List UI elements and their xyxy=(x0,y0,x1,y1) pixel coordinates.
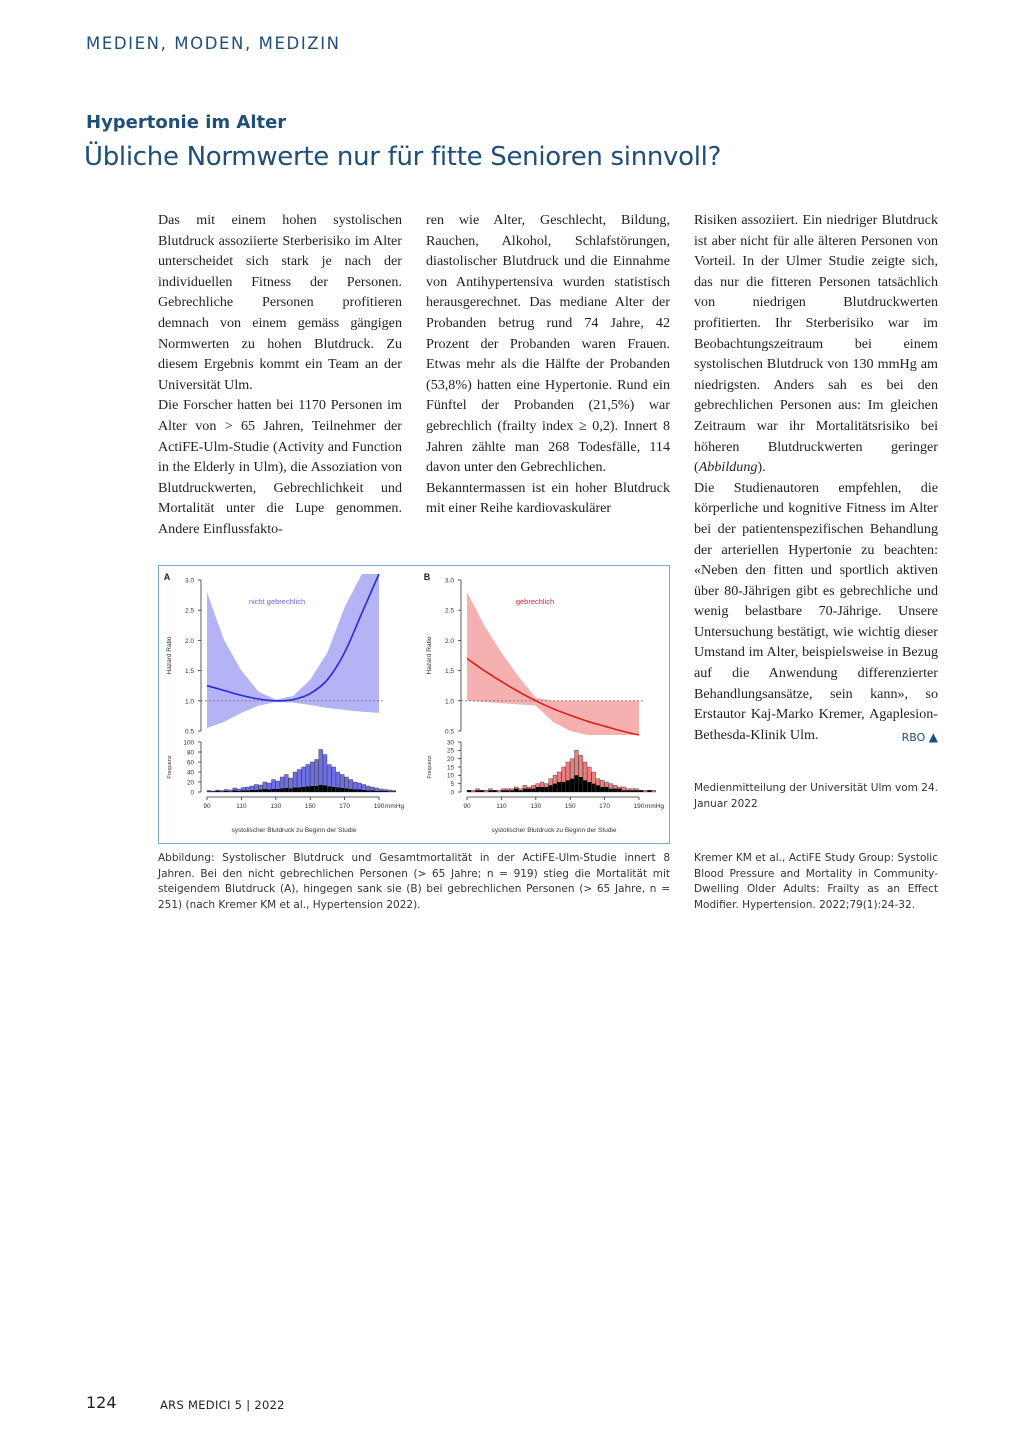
histogram-death-bar xyxy=(570,779,574,792)
histogram-death-bar xyxy=(353,790,357,793)
histogram-death-bar xyxy=(383,791,387,792)
histogram-death-bar xyxy=(358,790,362,793)
author-signature: RBO ▲ xyxy=(901,729,938,744)
histogram-death-bar xyxy=(600,787,604,792)
histogram-death-bar xyxy=(501,790,505,792)
histogram-death-bar xyxy=(216,791,220,792)
chart-title: gebrechlich xyxy=(515,597,555,606)
y-tick-label: 2.5 xyxy=(444,607,454,615)
histogram-death-bar xyxy=(297,788,301,793)
histogram-bar xyxy=(643,790,647,792)
hist-y-tick-label: 20 xyxy=(446,755,454,763)
page-number: 124 xyxy=(86,1393,117,1412)
histogram-death-bar xyxy=(224,791,228,792)
histogram-death-bar xyxy=(549,785,553,792)
x-tick-label: 170 xyxy=(599,803,611,810)
histogram-death-bar xyxy=(293,788,297,793)
histogram-death-bar xyxy=(493,790,497,792)
histogram-death-bar xyxy=(237,791,241,792)
histogram-death-bar xyxy=(514,789,518,792)
histogram-death-bar xyxy=(506,790,510,792)
journal-name: ARS MEDICI 5 | 2022 xyxy=(160,1398,285,1412)
histogram-death-bar xyxy=(332,787,336,792)
histogram-death-bar xyxy=(392,792,396,793)
histogram-death-bar xyxy=(276,789,280,792)
y-tick-label: 1.0 xyxy=(444,698,454,706)
x-axis-label: systolischer Blutdruck zu Beginn der Studie xyxy=(231,827,357,834)
x-tick-label: 90 xyxy=(203,803,211,810)
histogram-death-bar xyxy=(553,784,557,792)
histogram-death-bar xyxy=(310,786,314,792)
histogram-death-bar xyxy=(476,790,480,792)
histogram-death-bar xyxy=(540,787,544,792)
x-tick-label: 130 xyxy=(270,803,282,810)
text-column-3 xyxy=(694,210,938,748)
panel-label: B xyxy=(423,572,431,582)
histogram-death-bar xyxy=(263,789,267,792)
histogram-death-bar xyxy=(340,788,344,792)
text-column-2 xyxy=(426,210,670,519)
histogram-death-bar xyxy=(375,791,379,792)
panel-label: A xyxy=(163,572,171,582)
hist-y-tick-label: 5 xyxy=(450,780,454,788)
histogram-death-bar xyxy=(272,789,276,792)
histogram-death-bar xyxy=(622,790,626,792)
histogram-death-bar xyxy=(626,790,630,792)
x-tick-label: 190 xyxy=(373,803,385,810)
histogram-death-bar xyxy=(613,789,617,792)
histogram-death-bar xyxy=(618,789,622,792)
triangle-icon: ▲ xyxy=(928,729,938,744)
histogram-death-bar xyxy=(587,782,591,792)
hist-y-axis-label: Frequenz xyxy=(427,755,433,779)
source-note-1: Medienmitteilung der Universität Ulm vom 24. Januar 2022 xyxy=(694,782,938,810)
histogram-death-bar xyxy=(605,787,609,792)
histogram-death-bar xyxy=(544,787,548,792)
hist-y-axis-label: Frequenz xyxy=(167,755,173,779)
histogram-death-bar xyxy=(630,790,634,792)
histogram-bar xyxy=(497,790,501,792)
section-label: MEDIEN, MODEN, MEDIZIN xyxy=(86,34,341,53)
histogram-death-bar xyxy=(489,790,493,792)
source-note-2: Kremer KM et al., ActiFE Study Group: Systolic Blood Pressure and Mortality in Community-Dwelling Older Adults: Frailty as an Effect Modifier. Hypertension. 2022;79(1):24-32. xyxy=(694,852,938,911)
article-kicker: Hypertonie im Alter xyxy=(86,112,287,133)
histogram-death-bar xyxy=(336,788,340,793)
histogram-death-bar xyxy=(323,786,327,793)
histogram-death-bar xyxy=(557,782,561,792)
paragraph: ren wie Alter, Geschlecht, Bildung, Rauchen, Alkohol, Schlafstörungen, diastolischer Blutdruck und die Einnahme von Antihypertensiva wurden statistisch herausgerechnet. Das mediane Alter der Probanden betrug rund 74 Jahre, 42 Prozent der Probanden waren Frauen. Etwas mehr als die Hälfte der Probanden (53,8%) hatten eine Hypertonie. Rund ein Fünftel der Probanden (21,5%) war gebrechlich (frailty index ≥ 0,2). Innert 8 Jahren zählte man 268 Todesfälle, 114 davon unter den Gebrechlichen. xyxy=(426,212,670,476)
hist-y-tick-label: 15 xyxy=(446,764,454,772)
hist-y-tick-label: 0 xyxy=(190,789,194,797)
histogram-death-bar xyxy=(233,791,237,793)
x-unit-label: mmHg xyxy=(385,803,405,810)
hist-y-tick-label: 10 xyxy=(446,772,454,780)
histogram-death-bar xyxy=(349,789,353,792)
histogram-death-bar xyxy=(241,791,245,793)
histogram-death-bar xyxy=(523,789,527,792)
histogram-death-bar xyxy=(575,775,579,792)
paragraph: Das mit einem hohen systolischen Blutdruck assoziierte Sterberisiko im Alter unterscheidet sich stark je nach der individuellen Fitness der Personen. Gebrechliche Personen profitieren demnach von einem gemäss gängigen Normwerten zu hohen Blutdruck. Zu diesem Ergebnis kommt ein Team an der Universität Ulm. xyxy=(158,212,402,393)
y-tick-label: 0.5 xyxy=(184,728,194,736)
histogram-death-bar xyxy=(510,790,514,792)
hist-y-tick-label: 20 xyxy=(186,779,194,787)
histogram-death-bar xyxy=(306,787,310,793)
y-tick-label: 3.0 xyxy=(444,577,454,585)
histogram-death-bar xyxy=(345,789,349,793)
histogram-death-bar xyxy=(519,790,523,792)
x-tick-label: 90 xyxy=(463,803,471,810)
hist-y-tick-label: 60 xyxy=(186,759,194,767)
histogram-death-bar xyxy=(635,790,639,792)
text-column-1 xyxy=(158,210,402,540)
histogram-death-bar xyxy=(566,780,570,792)
article-title: Übliche Normwerte nur für fitte Senioren sinnvoll? xyxy=(84,142,722,172)
histogram-death-bar xyxy=(284,788,288,792)
hist-y-tick-label: 0 xyxy=(450,789,454,797)
histogram-death-bar xyxy=(379,791,383,792)
histogram-death-bar xyxy=(480,790,484,792)
hist-y-tick-label: 30 xyxy=(446,739,454,747)
histogram-death-bar xyxy=(327,787,331,793)
y-tick-label: 2.0 xyxy=(444,637,454,645)
histogram-death-bar xyxy=(366,791,370,793)
histogram-death-bar xyxy=(579,777,583,792)
histogram-death-bar xyxy=(280,789,284,793)
y-tick-label: 2.0 xyxy=(184,637,194,645)
histogram-death-bar xyxy=(609,789,613,792)
histogram-death-bar xyxy=(362,790,366,792)
paragraph: Die Forscher hatten bei 1170 Personen im Alter von > 65 Jahren, Teilnehmer der ActiFE-Ulm-Studie (Activity and Function in the Elderly in Ulm), die Assoziation von Blutdruckwerten, Gebrechlichkeit und Mortalität unter die Lupe genommen. Andere Einflussfakto- xyxy=(158,397,402,537)
histogram-death-bar xyxy=(250,790,254,792)
x-tick-label: 110 xyxy=(496,803,507,810)
histogram-death-bar xyxy=(592,784,596,792)
chart-title: nicht gebrechlich xyxy=(248,597,306,606)
paragraph: Risiken assoziiert. Ein niedriger Blutdruck ist aber nicht für alle älteren Personen von Vorteil. In der Ulmer Studie zeigte sich, das nur die fitteren Personen tatsächlich von niedrigen Blutdruckwerten profitierten. Ihr Sterberisiko war im Beobachtungszeitraum bei einem systolischen Blutdruck von 130 mmHg am niedrigsten. Anders sah es bei den gebrechlichen Personen aus: Im gleichen Zeitraum war ihr Mortalitätsrisiko bei höheren Blutdruckwerten geringer (Abbildung). xyxy=(694,212,938,476)
histogram-death-bar xyxy=(388,792,392,793)
histogram-death-bar xyxy=(254,790,258,792)
histogram-death-bar xyxy=(648,790,652,792)
histogram-death-bar xyxy=(532,789,536,792)
histogram-death-bar xyxy=(467,790,471,792)
x-tick-label: 170 xyxy=(339,803,351,810)
x-unit-label: mmHg xyxy=(645,803,665,810)
paragraph: Bekanntermassen ist ein hoher Blutdruck mit einer Reihe kardiovaskulärer xyxy=(426,479,670,517)
confidence-band xyxy=(467,592,639,735)
histogram-bar xyxy=(471,790,475,792)
histogram-death-bar xyxy=(246,791,250,793)
x-tick-label: 190 xyxy=(633,803,645,810)
histogram-death-bar xyxy=(370,791,374,793)
y-tick-label: 3.0 xyxy=(184,577,194,585)
figure-caption: Abbildung: Systolischer Blutdruck und Gesamtmortalität in der ActiFE-Ulm-Studie innert 8 Jahren. Bei den nicht gebrechlichen Personen (> 65 Jahre; n = 919) stieg die Mortalität mit steigendem Blutdruck (A), hingegen sank sie (B) bei gebrechlichen Personen (> 65 Jahre, n = 251) (nach Kremer KM et al., Hypertension 2022). xyxy=(158,852,670,911)
histogram-death-bar xyxy=(562,782,566,792)
x-tick-label: 150 xyxy=(564,803,576,810)
histogram-death-bar xyxy=(229,792,233,793)
paragraph: Die Studienautoren empfehlen, die körperliche und kognitive Fitness im Alter bei der patientenspezifischen Behandlung der arteriellen Hypertonie zu beachten: «Neben den fitten und sportlich aktiven über 80-Jährigen gibt es gebrechliche und wenig belastbare 70-Jährige. Unsere Untersuchung bestätigt, wie wichtig dieser Umstand im Alter, beispielsweise in Bezug auf die Anwendung differenzierter Behandlungsansätze, sein kann», so Erstautor Kaj-Marko Kremer, Agaplesion-Bethesda-Klinik Ulm. RBO ▲ xyxy=(694,478,938,746)
figure-frame xyxy=(158,565,670,844)
histogram-death-bar xyxy=(596,785,600,792)
hist-y-tick-label: 100 xyxy=(183,739,194,747)
y-tick-label: 1.0 xyxy=(184,698,194,706)
y-tick-label: 0.5 xyxy=(444,728,454,736)
histogram-death-bar xyxy=(207,792,211,793)
hist-y-tick-label: 80 xyxy=(186,749,194,757)
y-axis-label: Hazard Ratio xyxy=(426,636,433,675)
x-tick-label: 130 xyxy=(530,803,542,810)
y-tick-label: 1.5 xyxy=(444,668,454,676)
y-tick-label: 1.5 xyxy=(184,668,194,676)
histogram-bar xyxy=(484,790,488,792)
histogram-death-bar xyxy=(289,789,293,793)
hist-y-tick-label: 40 xyxy=(186,769,194,777)
histogram-death-bar xyxy=(267,790,271,793)
figure-chart xyxy=(159,566,669,843)
x-tick-label: 150 xyxy=(304,803,316,810)
histogram-death-bar xyxy=(302,787,306,792)
histogram-death-bar xyxy=(583,780,587,792)
histogram-death-bar xyxy=(639,790,643,792)
histogram-death-bar xyxy=(220,792,224,793)
histogram-death-bar xyxy=(319,785,323,792)
x-tick-label: 110 xyxy=(236,803,247,810)
hist-y-tick-label: 25 xyxy=(446,747,454,755)
histogram-bar xyxy=(652,790,656,792)
histogram-death-bar xyxy=(536,787,540,792)
histogram-death-bar xyxy=(211,792,215,793)
y-tick-label: 2.5 xyxy=(184,607,194,615)
x-axis-label: systolischer Blutdruck zu Beginn der Studie xyxy=(491,827,617,834)
histogram-death-bar xyxy=(315,786,319,792)
histogram-death-bar xyxy=(259,790,263,793)
y-axis-label: Hazard Ratio xyxy=(166,636,173,675)
histogram-death-bar xyxy=(527,789,531,792)
